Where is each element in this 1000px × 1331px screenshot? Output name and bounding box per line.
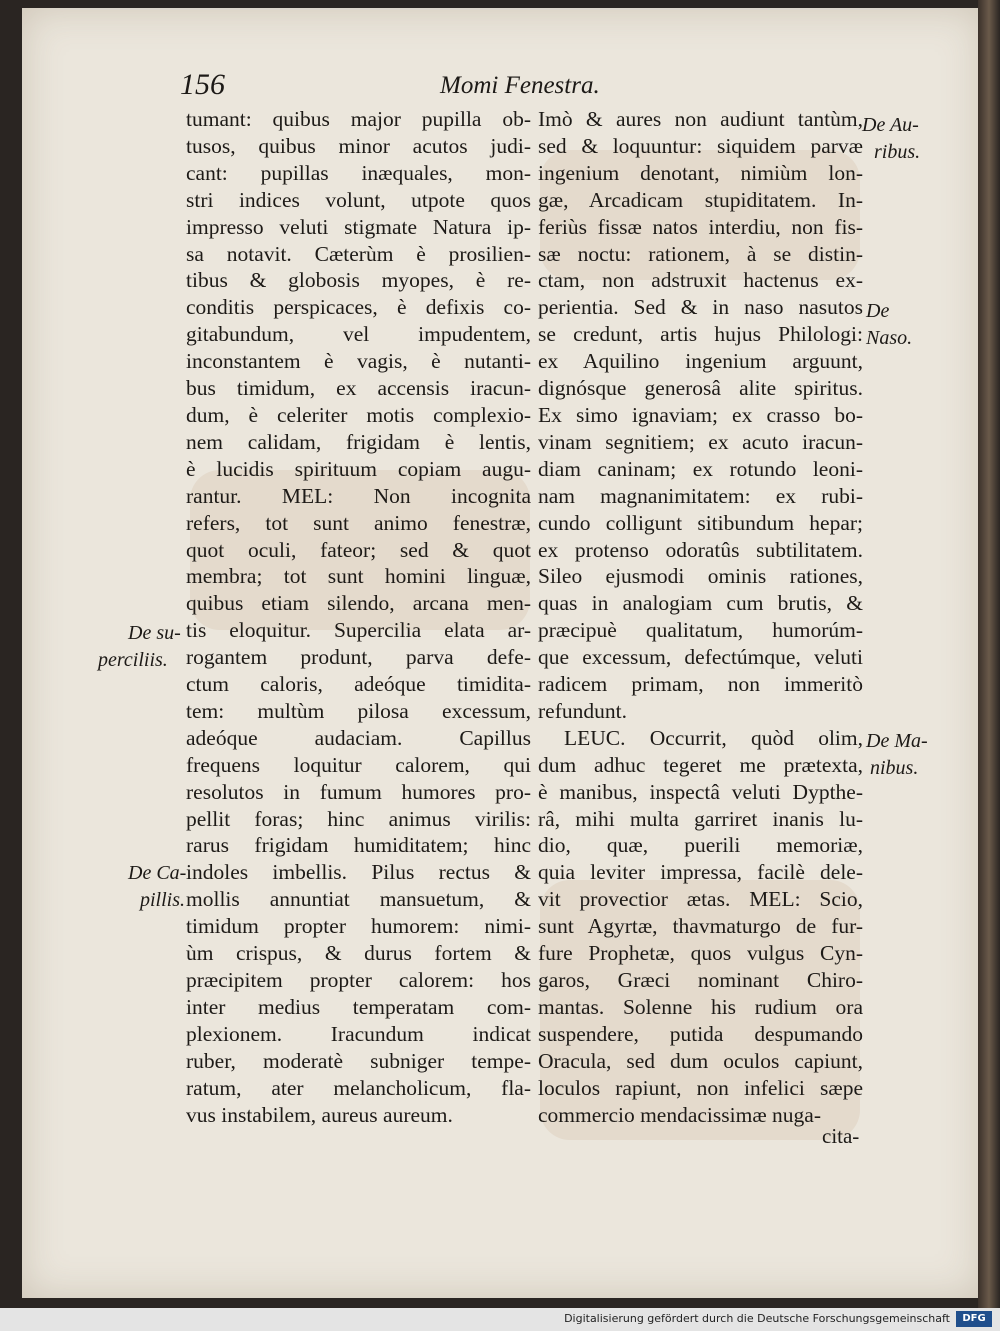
left-column-line: mollis annuntiat mansuetum, & xyxy=(186,887,531,912)
right-column-line: ex Aquilino ingenium arguunt, xyxy=(538,349,863,374)
right-column-line: sunt Agyrtæ, thavmaturgo de fur- xyxy=(538,914,863,939)
left-column-line: ratum, ater melancholicum, fla- xyxy=(186,1075,531,1100)
margin-note-naso xyxy=(866,298,912,352)
margin-note-line: De Ma- xyxy=(866,730,928,752)
left-column-line: conditis perspicaces, è defixis co- xyxy=(186,295,531,320)
left-column-line: refers, tot sunt animo fenestræ, xyxy=(186,510,531,535)
left-column-line: nem calidam, frigidam è lentis, xyxy=(186,429,531,454)
left-column-line: plexionem. Iracundum indicat xyxy=(186,1021,531,1046)
left-text-column xyxy=(186,106,531,1128)
margin-note-line: pillis. xyxy=(140,889,186,911)
right-column-line: commercio mendacissimæ nuga- xyxy=(538,1102,822,1127)
margin-note-line: perciliis. xyxy=(98,649,168,671)
right-column-line: quas in analogiam cum brutis, & xyxy=(538,591,863,616)
left-column-line: tusos, quibus minor acutos judi- xyxy=(186,133,531,158)
page-number: 156 xyxy=(180,68,225,101)
left-column-line: rarus frigidam humiditatem; hinc xyxy=(186,833,531,858)
right-column-line: è manibus, inspectâ veluti Dypthe- xyxy=(538,779,863,804)
dfg-logo: DFG xyxy=(956,1311,992,1327)
left-column-line: tis eloquitur. Supercilia elata ar- xyxy=(186,618,531,643)
right-column-line: mantas. Solenne his rudium ora xyxy=(538,994,863,1019)
right-column-line: quia leviter impressa, facilè dele- xyxy=(538,860,863,885)
right-column-line: ingenium denotant, nimiùm lon- xyxy=(538,160,863,185)
left-column-line: ctum caloris, adeóque timidita- xyxy=(186,672,531,697)
margin-note-superciliis xyxy=(98,620,181,674)
right-column-line: que excessum, defectúmque, veluti xyxy=(538,645,863,670)
left-column-line: dum, è celeriter motis complexio- xyxy=(186,402,531,427)
right-column-line: cundo colligunt sitibundum hepar; xyxy=(538,510,863,535)
left-column-line: stri indices volunt, utpote quos xyxy=(186,187,531,212)
left-column-line: inter medius temperatam com- xyxy=(186,994,531,1019)
left-column-line: indoles imbellis. Pilus rectus & xyxy=(186,860,531,885)
left-column-line: bus timidum, ex accensis iracun- xyxy=(186,376,531,401)
right-column-line: Sileo ejusmodi ominis rationes, xyxy=(538,564,863,589)
left-column-line: cant: pupillas inæquales, mon- xyxy=(186,160,531,185)
right-column-line: vit provectior ætas. MEL: Scio, xyxy=(538,887,863,912)
right-column-line: gæ, Arcadicam stupiditatem. In- xyxy=(538,187,863,212)
left-column-line: timidum propter humorem: nimi- xyxy=(186,914,531,939)
margin-note-line: De Au- xyxy=(862,114,919,136)
margin-note-manibus xyxy=(866,728,928,782)
right-column-line: dum adhuc tegeret me prætexta, xyxy=(538,752,863,777)
footer-bar xyxy=(0,1308,1000,1331)
right-column-line: sæ noctu: rationem, à se distin- xyxy=(538,241,863,266)
right-column-line: loculos rapiunt, non infelici sæpe xyxy=(538,1075,863,1100)
left-column-line: quot oculi, fateor; sed & quot xyxy=(186,537,531,562)
page-edge xyxy=(978,0,1000,1308)
right-column-line: Ex simo ignaviam; ex crasso bo- xyxy=(538,402,863,427)
left-column-line: tibus & globosis myopes, è re- xyxy=(186,268,531,293)
left-column-line: impresso veluti stigmate Natura ip- xyxy=(186,214,531,239)
left-column-line: ùm crispus, & durus fortem & xyxy=(186,941,531,966)
left-column-line: tem: multùm pilosa excessum, xyxy=(186,698,531,723)
left-column-line: inconstantem è vagis, è nutanti- xyxy=(186,349,531,374)
right-column-line: perientia. Sed & in naso nasutos xyxy=(538,295,863,320)
left-column-line: è lucidis spirituum copiam augu- xyxy=(186,456,531,481)
right-column-line: diam caninam; ex rotundo leoni- xyxy=(538,456,863,481)
right-column-line: ctam, non adstruxit hactenus ex- xyxy=(538,268,863,293)
right-column-line: refundunt. xyxy=(538,698,627,723)
right-column-line: suspendere, putida despumando xyxy=(538,1021,863,1046)
catchword: cita- xyxy=(822,1124,860,1148)
footer-credit: Digitalisierung gefördert durch die Deutsche Forschungsgemeinschaft xyxy=(564,1312,950,1325)
right-column-line: Oracula, sed dum oculos capiunt, xyxy=(538,1048,863,1073)
margin-note-line: ribus. xyxy=(874,141,921,163)
right-column-line: præcipuè qualitatum, humorúm- xyxy=(538,618,863,643)
left-column-line: pellit foras; hinc animus virilis: xyxy=(186,806,531,831)
right-column-line: râ, mihi multa garriret inanis lu- xyxy=(538,806,863,831)
right-column-line: nam magnanimitatem: ex rubi- xyxy=(538,483,863,508)
left-column-line: resolutos in fumum humores pro- xyxy=(186,779,531,804)
left-column-line: vus instabilem, aureus aureum. xyxy=(186,1102,453,1127)
margin-note-line: De xyxy=(866,300,890,322)
right-column-line: feriùs fissæ natos interdiu, non fis- xyxy=(538,214,863,239)
right-column-line: sed & loquuntur: siquidem parvæ xyxy=(538,133,863,158)
right-column-line: vinam segnitiem; ex acuto iracun- xyxy=(538,429,863,454)
left-column-line: tumant: quibus major pupilla ob- xyxy=(186,107,531,131)
margin-note-capillis xyxy=(128,860,186,914)
margin-note-line: De su- xyxy=(128,622,181,644)
right-text-column xyxy=(538,106,863,1128)
right-column-line: dio, quæ, puerili memoriæ, xyxy=(538,833,863,858)
margin-note-line: nibus. xyxy=(870,757,919,779)
left-column-line: membra; tot sunt homini linguæ, xyxy=(186,564,531,589)
running-title: Momi Fenestra. xyxy=(440,72,600,99)
left-column-line: rantur. MEL: Non incognita xyxy=(186,483,531,508)
right-column-line: radicem primam, non immeritò xyxy=(538,672,863,697)
left-column-line: gitabundum, vel impudentem, xyxy=(186,322,531,347)
right-column-line: LEUC. Occurrit, quòd olim, xyxy=(564,725,863,750)
left-column-line: quibus etiam silendo, arcana men- xyxy=(186,591,531,616)
right-column-line: fure Prophetæ, quos vulgus Cyn- xyxy=(538,941,863,966)
left-column-line: præcipitem propter calorem: hos xyxy=(186,968,531,992)
left-column-line: sa notavit. Cæterùm è prosilien- xyxy=(186,241,531,266)
margin-note-line: Naso. xyxy=(866,327,913,349)
left-column-line: ruber, moderatè subniger tempe- xyxy=(186,1048,531,1073)
right-column-line: ex protenso odoratûs subtilitatem. xyxy=(538,537,863,562)
left-column-line: adeóque audaciam. Capillus xyxy=(186,725,531,750)
right-column-line: Imò & aures non audiunt tantùm, xyxy=(538,107,863,131)
right-column-line: dignósque generosâ alite spiritus. xyxy=(538,376,863,401)
left-column-line: frequens loquitur calorem, qui xyxy=(186,752,531,777)
margin-note-line: De Ca- xyxy=(128,862,187,884)
right-column-line: se credunt, artis hujus Philologi: xyxy=(538,322,863,347)
right-column-line: garos, Græci nominant Chiro- xyxy=(538,968,863,992)
margin-note-auribus xyxy=(862,112,920,166)
left-column-line: rogantem produnt, parva defe- xyxy=(186,645,531,670)
